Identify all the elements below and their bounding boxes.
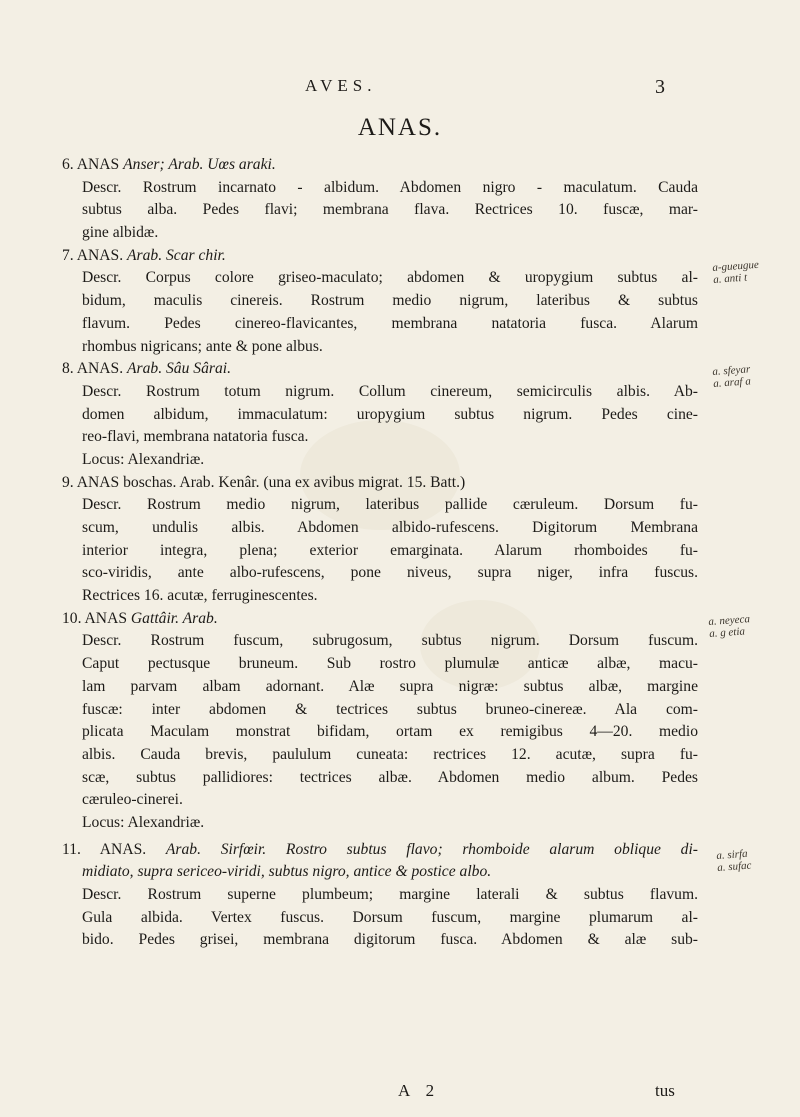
description-line: Caput pectusque bruneum. Sub rostro plumulæ anticæ albæ, macu- [82,655,698,673]
running-title: AVES. [305,76,377,95]
description-line: reo-flavi, membrana natatoria fusca. [82,428,309,446]
entry-heading-text: Anser; Arab. Uœs araki. [123,156,276,173]
entry-heading-text: Arab. Sâu Sârai. [127,360,231,378]
description-line: rhombus nigricans; ante & pone albus. [82,337,323,355]
margin-note: a. sfeyar a. araf a [712,363,752,390]
description-line: Descr. Rostrum incarnato - albidum. Abdomen nigro - maculatum. Cauda [82,178,698,196]
section-title: ANAS. [357,114,443,141]
description-line: lam parvam albam adornant. Alæ supra nigræ: subtus albæ, margine [82,677,698,695]
entry-name: ANAS [76,156,120,173]
margin-note: a-gueugue a. anti t [712,258,760,286]
margin-note: a. sirfa a. sufac [716,847,752,874]
description-line: bidum, maculis cinereis. Rostrum medio nigrum, lateribus & subtus [82,292,698,310]
description-line: gine albidæ. [82,224,159,242]
description-line: plicata Maculam monstrat bifidam, ortam ex remigibus 4—20. medio [82,723,698,741]
entry-number: 11. [62,840,81,858]
entry-heading-text: Arab. Sirfœir. Rostro subtus flavo; rhomboide alarum oblique di- [165,840,698,858]
entry-number: 8. [62,360,74,378]
entry-name: ANAS. [76,246,124,264]
entry-number: 9. [62,473,74,491]
description-line: bido. Pedes grisei, membrana digitorum fusca. Abdomen & alæ sub- [82,931,698,949]
description-line: sco-viridis, ante albo-rufescens, pone niveus, supra niger, infra fuscus. [82,564,698,582]
description-line: subtus alba. Pedes flavi; membrana flava. Rectrices 10. fuscæ, mar- [82,201,698,219]
signature-mark: A 2 [398,1081,441,1100]
entry-name: ANAS [84,609,128,627]
description-line: cæruleo-cinerei. [82,791,183,809]
description-line: Descr. Rostrum superne plumbeum; margine laterali & subtus flavum. [82,886,698,903]
description-line: flavum. Pedes cinereo-flavicantes, membrana natatoria fusca. Alarum [82,314,698,332]
description-line: Rectrices 16. acutæ, ferruginescentes. [82,587,318,605]
description-line: midiato, supra sericeo-viridi, subtus nigro, antice & postice albo. [82,863,492,881]
entry-name: ANAS. [99,840,147,858]
description-line: Gula albida. Vertex fuscus. Dorsum fuscum, margine plumarum al- [82,908,698,926]
description-line: Descr. Rostrum totum nigrum. Collum cinereum, semicirculis albis. Ab- [82,382,698,400]
entry-heading-text: boschas. Arab. Kenâr. (una ex avibus migrat. 15. Batt.) [123,473,466,491]
page-footer [0,1081,800,1105]
entry-number: 10. [62,609,82,627]
description-line: Descr. Rostrum medio nigrum, lateribus pallide cæruleum. Dorsum fu- [82,496,698,514]
description-line: Descr. Rostrum fuscum, subrugosum, subtus nigrum. Dorsum fuscum. [82,632,698,650]
locus-line: Locus: Alexandriæ. [82,450,205,468]
catchword: tus [655,1081,675,1100]
entry-heading-text: Arab. Scar chir. [127,246,226,264]
margin-note: a. neyeca a. g etia [708,613,751,640]
locus-line: Locus: Alexandriæ. [82,813,205,831]
description-line: domen albidum, immaculatum: uropygium subtus nigrum. Pedes cine- [82,405,698,423]
description-line: albis. Cauda brevis, paululum cuneata: rectrices 12. acutæ, supra fu- [82,745,698,763]
entry-heading-text: Gattâir. Arab. [130,609,218,627]
description-line: scum, undulis albis. Abdomen albido-rufescens. Digitorum Membrana [82,519,698,536]
entry-number: 7. [62,246,74,264]
entry-name: ANAS. [76,360,124,378]
description-line: scæ, subtus pallidiores: tectrices albæ. Abdomen medio album. Pedes [82,768,698,786]
page-number: 3 [655,76,665,98]
description-line: interior integra, plena; exterior emarginata. Alarum rhomboides fu- [82,541,698,559]
entry-number: 6. [62,156,74,173]
entry-name: ANAS [76,473,120,491]
description-line: Descr. Corpus colore griseo-maculato; abdomen & uropygium subtus al- [82,269,698,287]
description-line: fuscæ: inter abdomen & tectrices subtus bruneo-cinereæ. Ala com- [82,700,698,718]
